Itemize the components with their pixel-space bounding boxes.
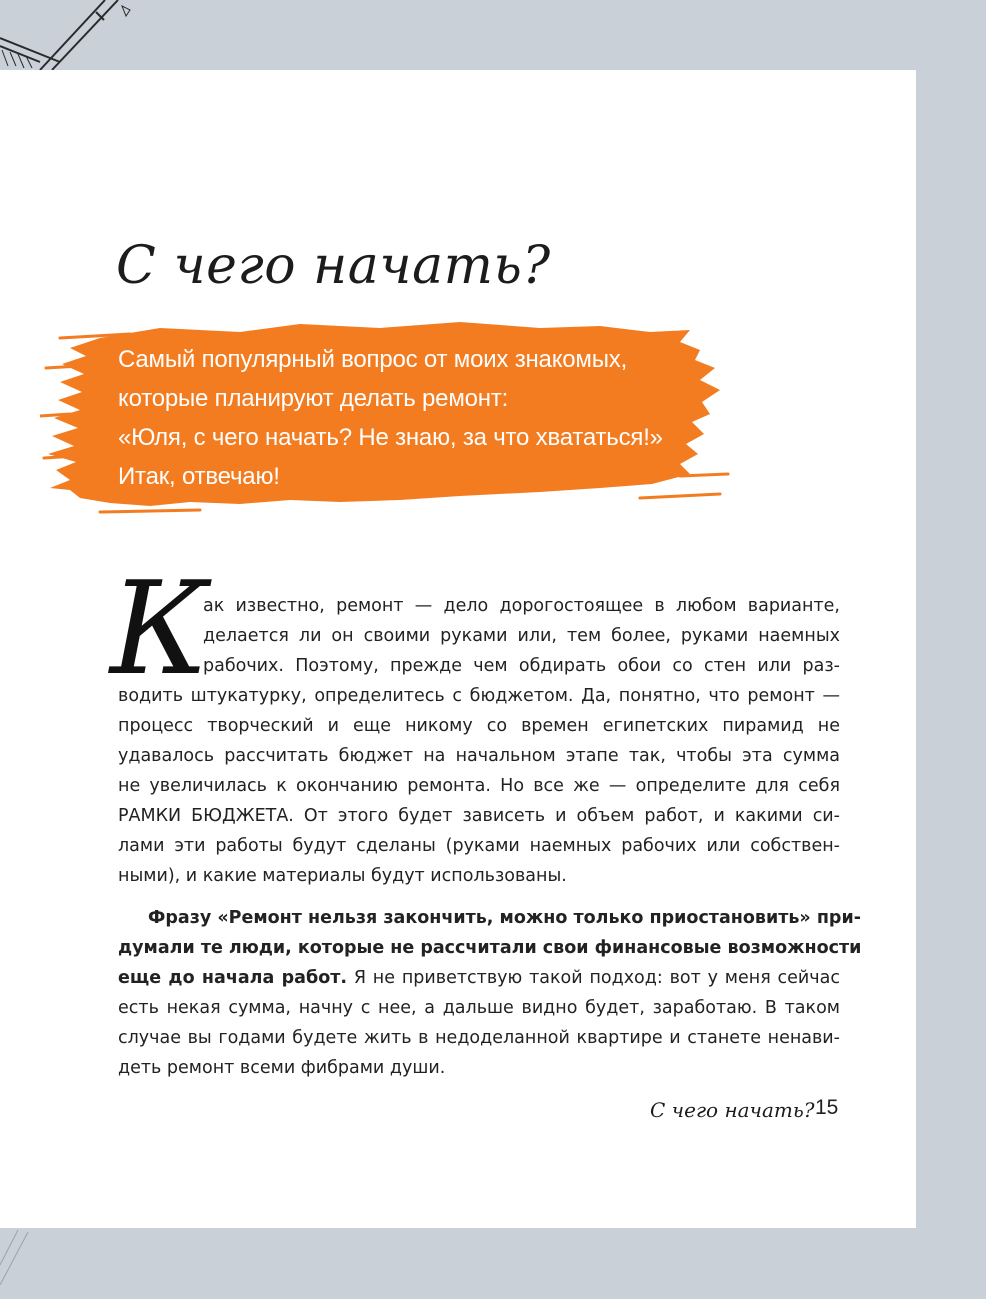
text-line: деть ремонт всеми фибрами души. [118, 1058, 446, 1078]
intro-line: Самый популярный вопрос от моих знакомых, [118, 346, 628, 373]
text-line-mixed: еще до начала работ. Я не приветствую такой подход: вот у меня сейчас [118, 968, 840, 988]
intro-line: «Юля, с чего начать? Не знаю, за что хвататься!» [118, 424, 663, 451]
running-footer-title: С чего начать? [650, 1098, 815, 1122]
text-line: случае вы годами будете жить в недоделанной квартире и станете ненави- [118, 1028, 840, 1048]
text-line: процесс творческий и еще никому со времен египетских пирамид не [118, 716, 840, 736]
text-line: ными), и какие материалы будут использованы. [118, 866, 567, 886]
intro-callout [118, 340, 698, 496]
text-line: рабочих. Поэтому, прежде чем обдирать обои со стен или раз- [203, 656, 840, 676]
paragraph-2 [118, 903, 862, 1083]
intro-line: Итак, отвечаю! [118, 463, 280, 490]
text-line: водить штукатурку, определитесь с бюджетом. Да, понятно, что ремонт — [118, 686, 840, 706]
text-line: удавалось рассчитать бюджет на начальном этапе так, чтобы эта сумма [118, 746, 840, 766]
text-line: РАМКИ БЮДЖЕТА. От этого будет зависеть и объем работ, и какими си- [118, 806, 840, 826]
body-text [118, 591, 862, 1083]
text-line-bold: Фразу «Ремонт нельзя закончить, можно только приостановить» при- [148, 908, 861, 928]
drop-cap-letter: К [110, 555, 210, 704]
text-line-bold: думали те люди, которые не рассчитали свои финансовые возможности [118, 938, 862, 958]
chapter-title: С чего начать? [116, 236, 551, 296]
paragraph-1 [118, 591, 840, 891]
intro-line: которые планируют делать ремонт: [118, 385, 509, 412]
page-number: 15 [815, 1096, 839, 1119]
text-line: делается ли он своими руками или, тем более, руками наемных [203, 626, 840, 646]
text-line: есть некая сумма, начну с нее, а дальше видно будет, заработаю. В таком [118, 998, 840, 1018]
text-line: ак известно, ремонт — дело дорогостоящее в любом варианте, [203, 596, 840, 616]
text-line: лами эти работы будут сделаны (руками наемных рабочих или собствен- [118, 836, 840, 856]
text-line: не увеличилась к окончанию ремонта. Но все же — определите для себя [118, 776, 840, 796]
